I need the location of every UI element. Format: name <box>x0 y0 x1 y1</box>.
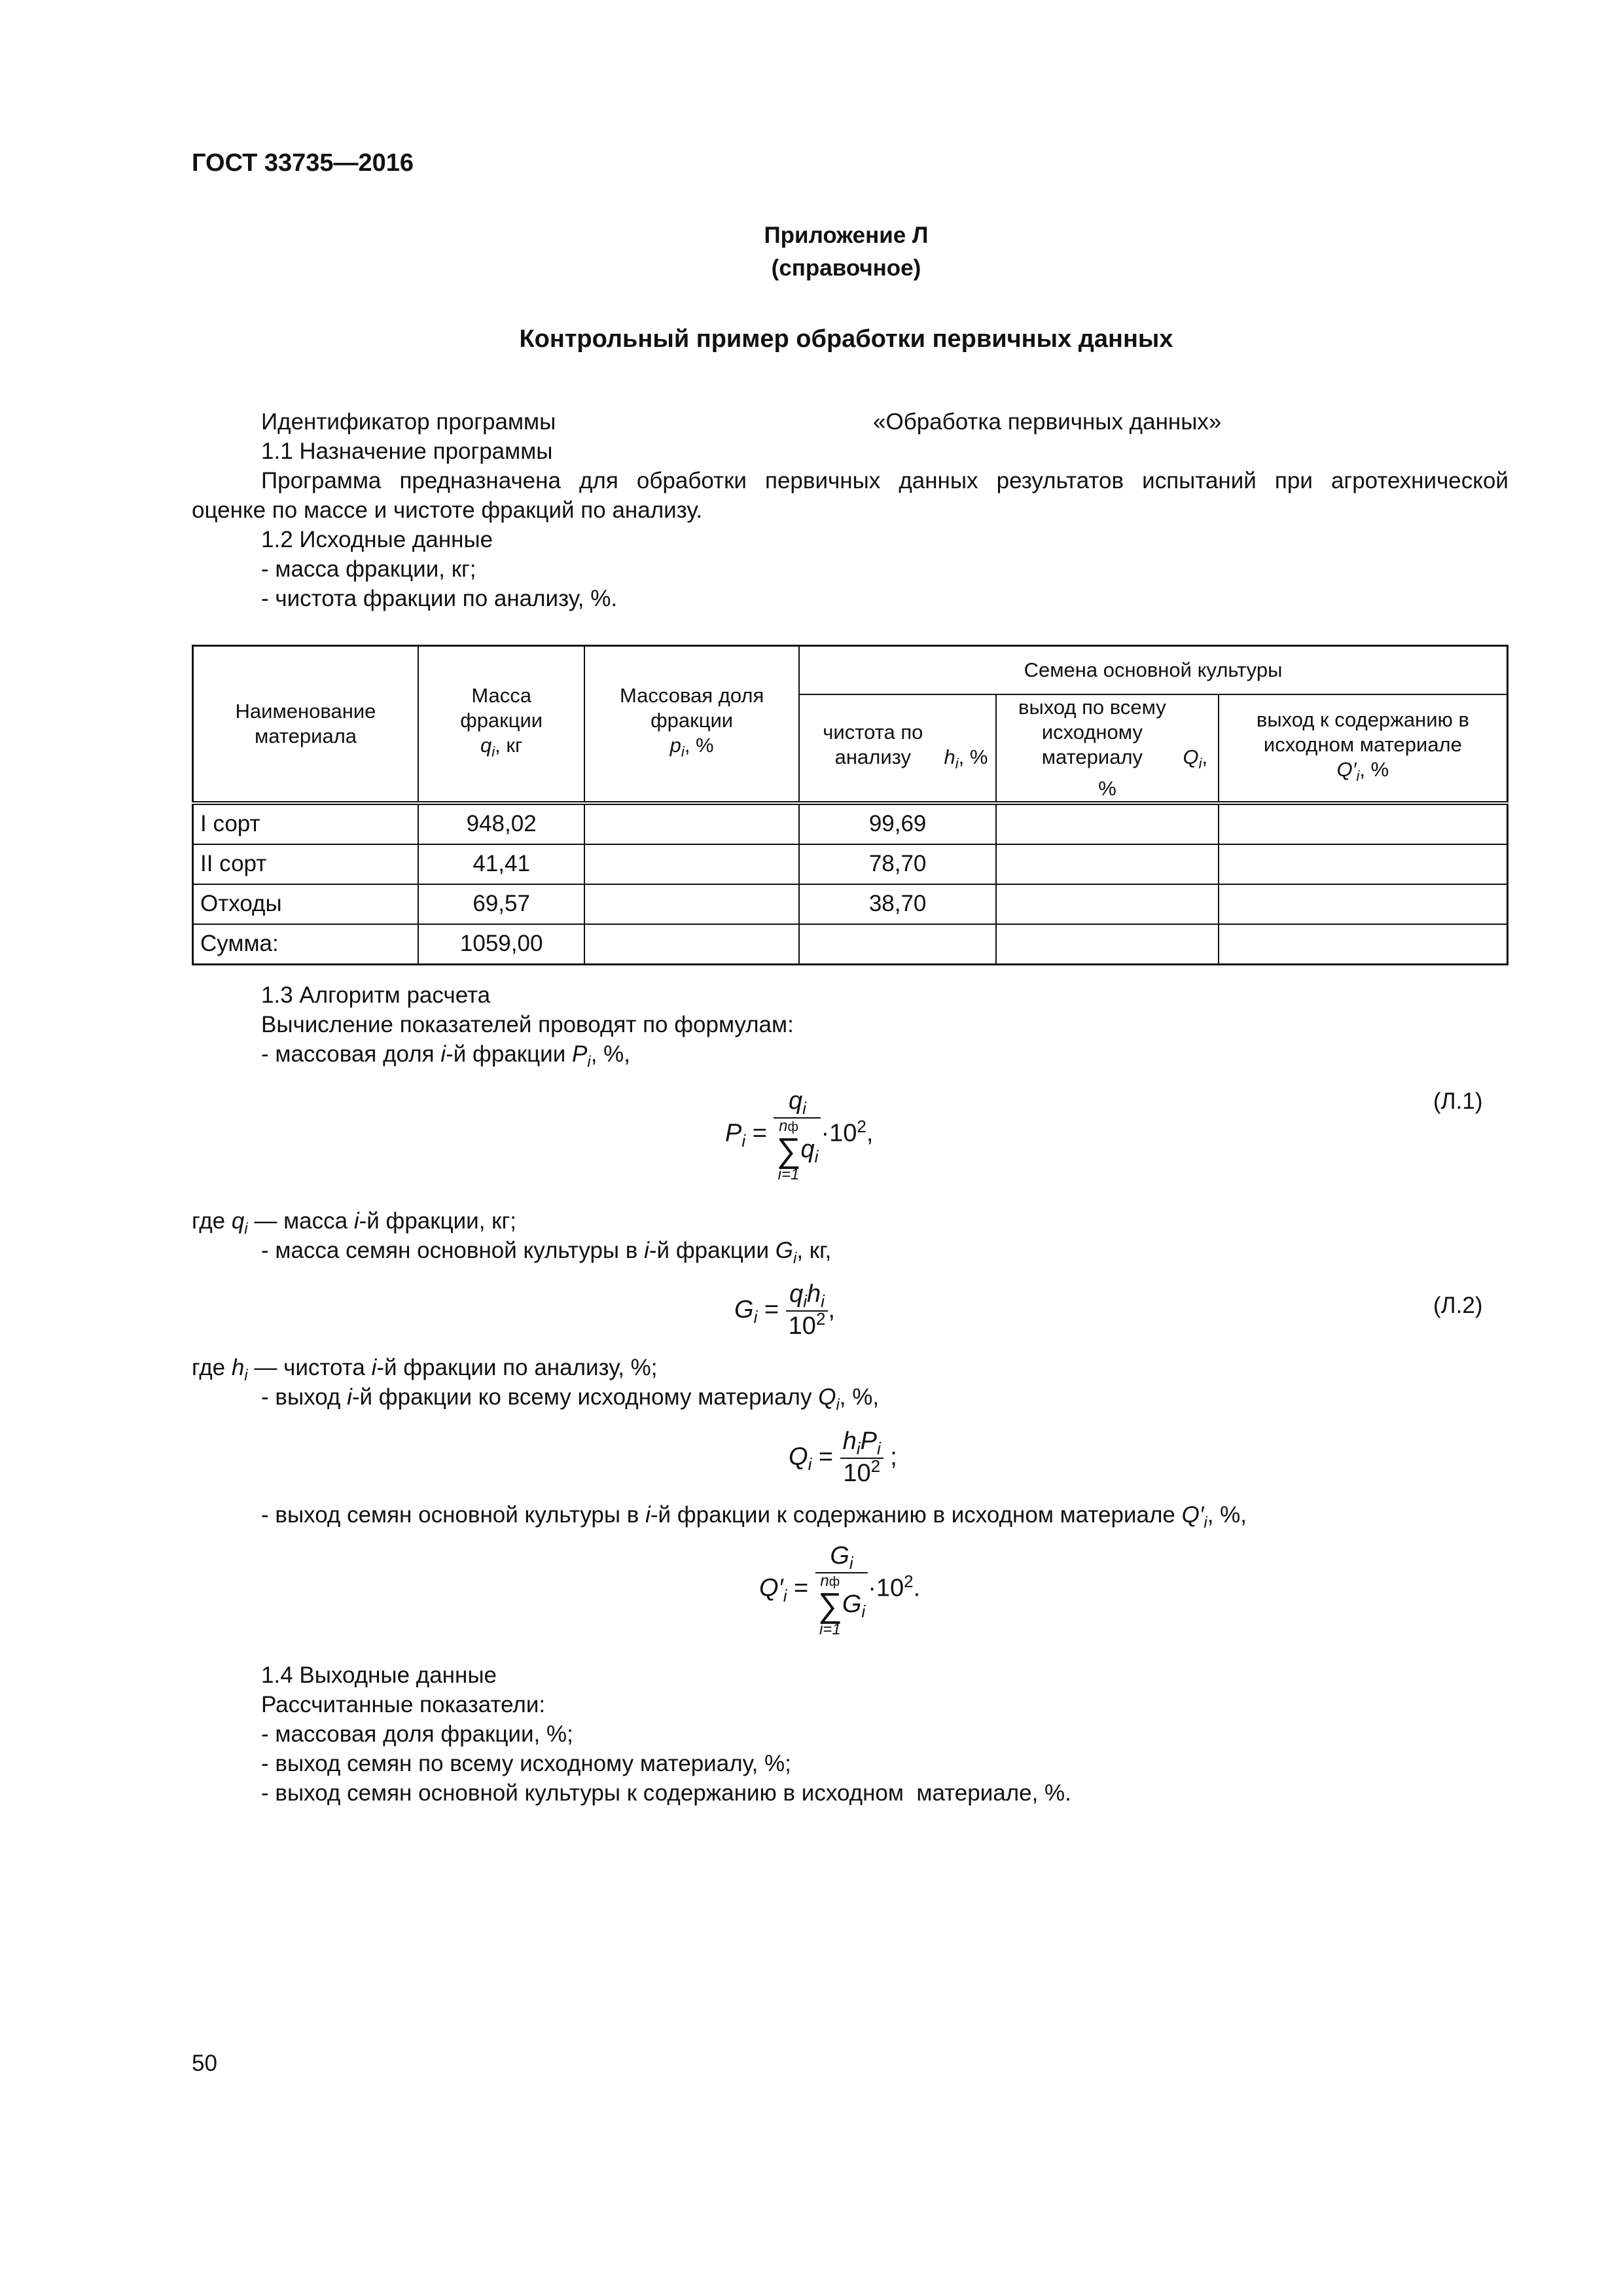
cell-total-label: Сумма: <box>193 924 418 965</box>
cell-yield-total <box>996 844 1219 884</box>
cell-share <box>584 884 799 924</box>
data-table <box>192 645 1508 965</box>
item-mass-share: - массовая доля i-й фракции $P_i$, %, <box>261 1041 630 1071</box>
formula-l1: $P_i$ = $q_i$ nф ∑ i=1 $q_i$ $\cdot 10^2$, <box>725 1087 874 1183</box>
output-item-mass-share: - массовая доля фракции, %; <box>261 1721 573 1747</box>
formula-q-prime: $Q'_i$ = $G_i$ nф ∑ i=1 $G_i$ $\cdot 10^2$. <box>759 1542 921 1638</box>
item-yield-total: - выход i-й фракции ко всему исходному материалу $Q_i$, %, <box>261 1384 880 1414</box>
section-1-4-heading: 1.4 Выходные данные <box>261 1662 497 1688</box>
header-material-name: Наименование материала <box>193 646 418 803</box>
section-1-3-heading: 1.3 Алгоритм расчета <box>261 982 491 1008</box>
cell-yield-content <box>1219 884 1508 924</box>
table-row <box>193 844 1508 884</box>
section-1-1-text-line-2: оценке по массе и чистоте фракций по анализу. <box>192 497 703 523</box>
cell-yield-content <box>1219 803 1508 844</box>
equation-number-l1: (Л.1) <box>1433 1088 1483 1114</box>
cell-mass: 41,41 <box>418 844 584 884</box>
header-mass-share: Массовая доля фракции $p_i$, % <box>584 646 799 803</box>
where-q-definition: где $q_i$ — масса i-й фракции, кг; <box>192 1208 516 1238</box>
appendix-label: Приложение Л <box>764 223 929 248</box>
item-yield-content: - выход семян основной культуры в i-й фракции к содержанию в исходном материале $Q'_i$, %, <box>261 1502 1247 1532</box>
header-yield-content: выход к содержанию в исходном материале $Q'_i$, % <box>1219 694 1508 803</box>
cell-yield-total <box>996 884 1219 924</box>
cell-name: II сорт <box>193 844 418 884</box>
appendix-type: (справочное) <box>771 255 921 281</box>
header-purity: чистота по анализу $h_i$, % <box>799 694 996 803</box>
formula-q: $Q_i$ = $\frac{h_iP_i}{10^2}$ ; <box>789 1427 897 1487</box>
program-id-label: Идентификатор программы <box>261 409 556 435</box>
where-h-definition: где $h_i$ — чистота i-й фракции по анализу, %; <box>192 1355 658 1384</box>
output-item-yield-content: - выход семян основной культуры к содержанию в исходном материале, %. <box>261 1780 1071 1806</box>
algorithm-intro: Вычисление показателей проводят по формулам: <box>261 1012 794 1037</box>
table-row <box>193 803 1508 844</box>
cell-total-yield-total <box>996 924 1219 965</box>
table-total-row <box>193 924 1508 965</box>
cell-purity: 99,69 <box>799 803 996 844</box>
header-yield-total: выход по всему исходному материалу $Q_i$, % <box>996 694 1219 803</box>
cell-total-yield-content <box>1219 924 1508 965</box>
formula-l2: $G_i$ = $\frac{q_ih_i}{10^2}$ , <box>734 1280 835 1340</box>
cell-share <box>584 803 799 844</box>
cell-mass: 948,02 <box>418 803 584 844</box>
cell-total-mass: 1059,00 <box>418 924 584 965</box>
cell-yield-total <box>996 803 1219 844</box>
cell-total-share <box>584 924 799 965</box>
table-row <box>193 884 1508 924</box>
cell-purity: 78,70 <box>799 844 996 884</box>
section-1-2-heading: 1.2 Исходные данные <box>261 527 493 552</box>
appendix-title: Контрольный пример обработки первичных данных <box>519 325 1173 353</box>
input-item-purity: - чистота фракции по анализу, %. <box>261 586 618 611</box>
cell-name: I сорт <box>193 803 418 844</box>
document-code: ГОСТ 33735—2016 <box>192 149 414 177</box>
cell-purity: 38,70 <box>799 884 996 924</box>
cell-mass: 69,57 <box>418 884 584 924</box>
page-number: 50 <box>192 2051 217 2076</box>
cell-share <box>584 844 799 884</box>
output-intro: Рассчитанные показатели: <box>261 1692 546 1717</box>
program-id-value: «Обработка первичных данных» <box>873 409 1222 435</box>
input-item-mass: - масса фракции, кг; <box>261 556 476 582</box>
output-item-yield-total: - выход семян по всему исходному материалу, %; <box>261 1751 791 1776</box>
section-1-1-heading: 1.1 Назначение программы <box>261 439 553 464</box>
equation-number-l2: (Л.2) <box>1433 1293 1483 1318</box>
cell-yield-content <box>1219 844 1508 884</box>
item-mass-seeds: - масса семян основной культуры в i-й фракции $G_i$, кг, <box>261 1238 832 1267</box>
cell-name: Отходы <box>193 884 418 924</box>
cell-total-purity <box>799 924 996 965</box>
section-1-1-text-line-1: Программа предназначена для обработки первичных данных результатов испытаний при агротехнической <box>261 468 1508 493</box>
header-mass: Масса фракции $q_i$, кг <box>418 646 584 803</box>
header-main-crop-seeds: Семена основной культуры <box>799 646 1508 694</box>
